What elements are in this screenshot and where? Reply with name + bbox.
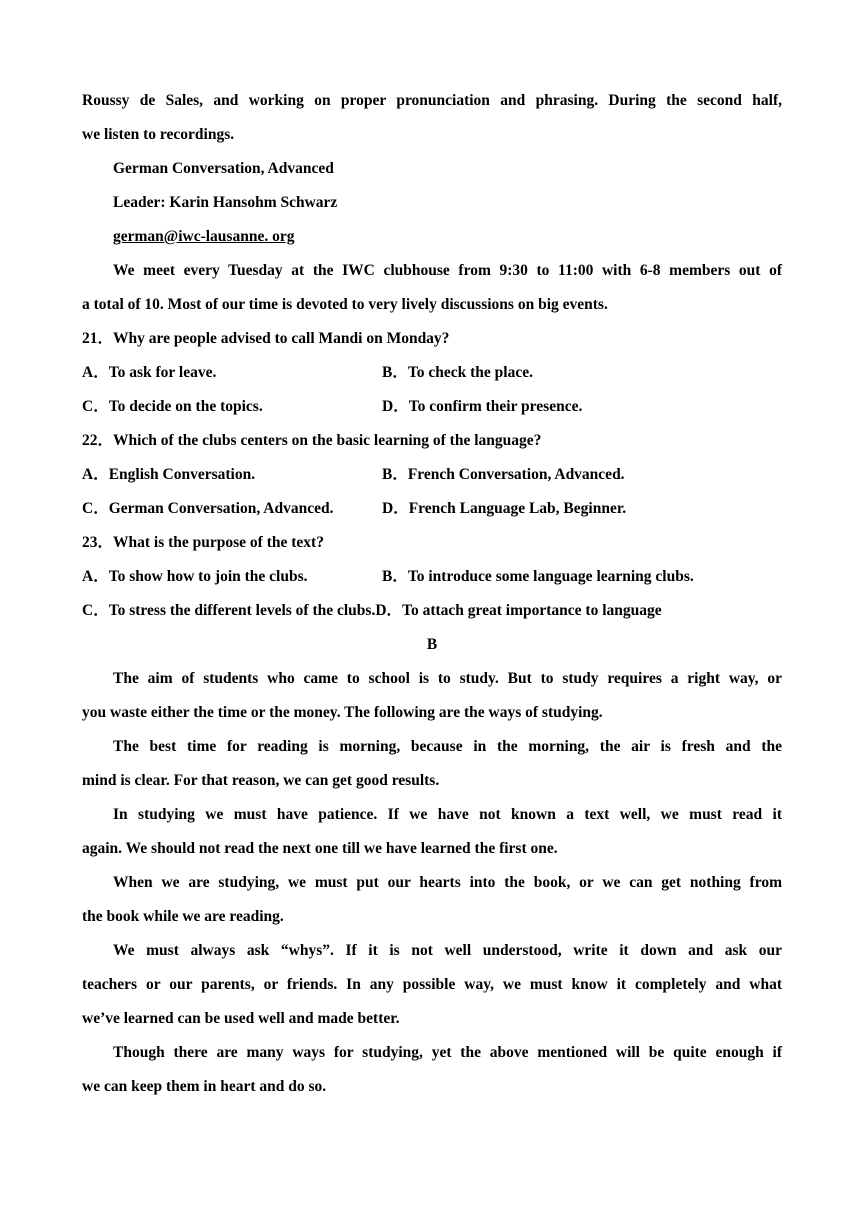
passage-line: When we are studying, we must put our hearts into the book, or we can get nothing from xyxy=(113,874,782,891)
option-d: D．To confirm their presence. xyxy=(382,398,583,415)
option-row xyxy=(82,560,782,594)
option-d: D．French Language Lab, Beginner. xyxy=(382,500,627,517)
option-a: A．To ask for leave. xyxy=(82,364,217,381)
passage-line: we listen to recordings. xyxy=(82,126,235,143)
option-row xyxy=(82,390,782,424)
option-c: C．German Conversation, Advanced. xyxy=(82,500,334,517)
passage-line: the book while we are reading. xyxy=(82,908,284,925)
club-title: German Conversation, Advanced xyxy=(113,160,334,177)
passage-line: We meet every Tuesday at the IWC clubhouse from 9:30 to 11:00 with 6-8 members out of xyxy=(113,262,782,279)
passage-line: a total of 10. Most of our time is devoted to very lively discussions on big events. xyxy=(82,296,608,313)
question-stem: 23．What is the purpose of the text? xyxy=(82,534,324,551)
section-heading: B xyxy=(426,636,438,653)
passage-line: Roussy de Sales, and working on proper pronunciation and phrasing. During the second half, xyxy=(82,92,782,109)
option-row xyxy=(82,356,782,390)
passage-line: In studying we must have patience. If we have not known a text well, we must read it xyxy=(113,806,782,823)
passage-line: teachers or our parents, or friends. In any possible way, we must know it completely and what xyxy=(82,976,782,993)
question-stem: 21．Why are people advised to call Mandi on Monday? xyxy=(82,330,450,347)
option-row xyxy=(82,458,782,492)
option-a: A．To show how to join the clubs. xyxy=(82,568,308,585)
option-a: A．English Conversation. xyxy=(82,466,256,483)
passage-line: you waste either the time or the money. The following are the ways of studying. xyxy=(82,704,603,721)
passage-line: We must always ask “whys”. If it is not well understood, write it down and ask our xyxy=(113,942,782,959)
passage-line: Though there are many ways for studying, yet the above mentioned will be quite enough if xyxy=(113,1044,782,1061)
question-stem: 22．Which of the clubs centers on the basic learning of the language? xyxy=(82,432,542,449)
option-c: C．To stress the different levels of the clubs. xyxy=(82,602,376,619)
passage-line: The aim of students who came to school is to study. But to study requires a right way, or xyxy=(113,670,782,687)
passage-line: mind is clear. For that reason, we can get good results. xyxy=(82,772,440,789)
option-c: C．To decide on the topics. xyxy=(82,398,263,415)
option-row xyxy=(82,594,782,628)
club-leader: Leader: Karin Hansohm Schwarz xyxy=(113,194,338,211)
option-b: B．French Conversation, Advanced. xyxy=(382,466,625,483)
document-body xyxy=(82,84,782,1104)
option-d: D．To attach great importance to language xyxy=(375,602,662,619)
passage-line: The best time for reading is morning, because in the morning, the air is fresh and the xyxy=(113,738,782,755)
club-email-link[interactable]: german@iwc-lausanne. org xyxy=(113,228,295,245)
passage-line: we can keep them in heart and do so. xyxy=(82,1078,327,1095)
option-b: B．To introduce some language learning clubs. xyxy=(382,568,694,585)
option-b: B．To check the place. xyxy=(382,364,533,381)
passage-line: we’ve learned can be used well and made better. xyxy=(82,1010,400,1027)
passage-line: again. We should not read the next one till we have learned the first one. xyxy=(82,840,558,857)
option-row xyxy=(82,492,782,526)
